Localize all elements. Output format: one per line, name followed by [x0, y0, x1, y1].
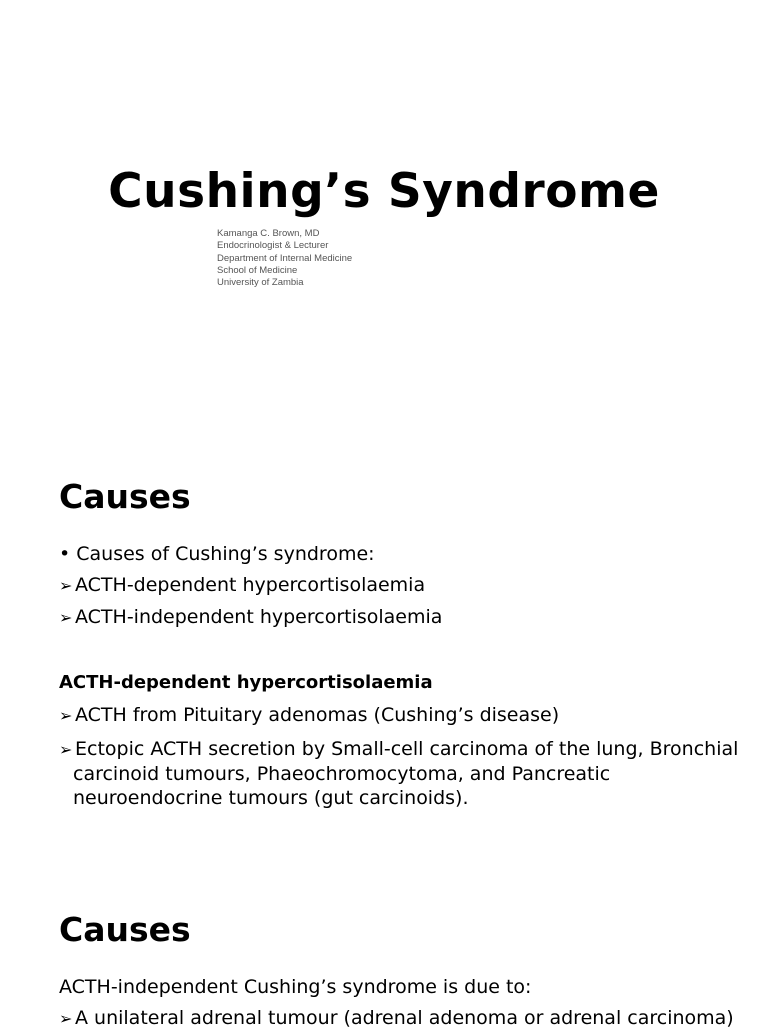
list-item-continuation: neuroendocrine tumours (gut carcinoids).	[73, 787, 469, 809]
list-item: ➢ ACTH-independent hypercortisolaemia	[59, 606, 443, 628]
arrow-bullet-icon: ➢	[59, 576, 73, 595]
causes-list	[59, 542, 759, 630]
causes-intro: • Causes of Cushing’s syndrome:	[59, 543, 375, 565]
acth-independent-section	[59, 975, 759, 1031]
author-university: University of Zambia	[217, 277, 304, 289]
acth-independent-intro: ACTH-independent Cushing’s syndrome is due to:	[59, 976, 532, 998]
author-school: School of Medicine	[217, 264, 298, 276]
list-item: ➢ ACTH from Pituitary adenomas (Cushing’s disease)	[59, 704, 560, 726]
list-item: ➢ ACTH-dependent hypercortisolaemia	[59, 574, 426, 596]
arrow-bullet-icon: ➢	[59, 1009, 73, 1028]
acth-dependent-section	[59, 671, 759, 810]
causes-heading-2: Causes	[59, 910, 191, 949]
arrow-bullet-icon: ➢	[59, 608, 73, 627]
author-role: Endocrinologist & Lecturer	[217, 240, 329, 252]
list-item-continuation: carcinoid tumours, Phaeochromocytoma, and Pancreatic	[73, 763, 611, 785]
list-item: ➢ A unilateral adrenal tumour (adrenal adenoma or adrenal carcinoma)	[59, 1007, 734, 1029]
acth-dependent-subheading: ACTH-dependent hypercortisolaemia	[59, 672, 433, 693]
arrow-bullet-icon: ➢	[59, 706, 73, 725]
presentation-title: Cushing’s Syndrome	[108, 164, 660, 219]
list-item: ➢ Ectopic ACTH secretion by Small-cell carcinoma of the lung, Bronchial	[59, 738, 739, 760]
title-slide	[0, 0, 768, 340]
author-name: Kamanga C. Brown, MD	[217, 228, 320, 239]
causes-heading: Causes	[59, 477, 191, 516]
author-department: Department of Internal Medicine	[217, 252, 353, 264]
arrow-bullet-icon: ➢	[59, 740, 73, 759]
author-info	[217, 228, 352, 289]
